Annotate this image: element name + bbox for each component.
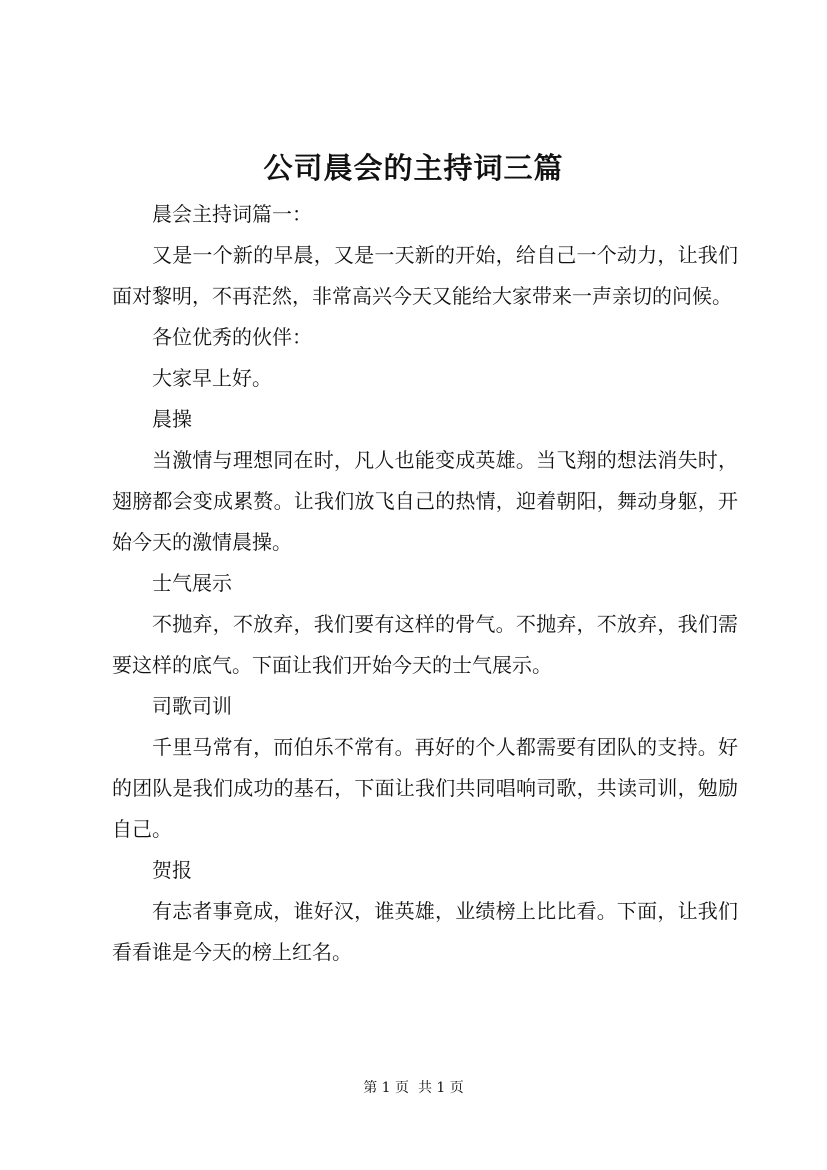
paragraph-greeting: 大家早上好。 — [152, 366, 272, 390]
paragraph-opening: 又是一个新的早晨，又是一天新的开始，给自己一个动力，让我们面对黎明，不再茫然，非常高兴今天又能给大家带来一声亲切的问候。 — [112, 243, 738, 308]
footer-page-label: 第 — [363, 1080, 378, 1096]
paragraph-morale-display: 不抛弃，不放弃，我们要有这样的骨气。不抛弃，不放弃，我们需要这样的底气。下面让我们开始今天的士气展示。 — [112, 612, 738, 677]
heading-company-song: 司歌司训 — [152, 694, 232, 718]
heading-report: 贺报 — [152, 858, 192, 882]
footer-page-total: 1 — [436, 1080, 446, 1096]
page-footer — [0, 1077, 827, 1099]
footer-total-unit: 页 — [449, 1080, 464, 1096]
footer-page-current: 1 — [381, 1080, 391, 1096]
document-body — [112, 194, 738, 973]
paragraph-company-song: 千里马常有，而伯乐不常有。再好的个人都需要有团队的支持。好的团队是我们成功的基石，下面让我们共同唱响司歌，共读司训，勉励自己。 — [112, 735, 738, 841]
paragraph-report: 有志者事竟成，谁好汉，谁英雄，业绩榜上比比看。下面，让我们看看谁是今天的榜上红名。 — [112, 899, 738, 964]
document-title: 公司晨会的主持词三篇 — [263, 151, 564, 185]
heading-morale-display: 士气展示 — [152, 571, 232, 595]
heading-morning-exercise: 晨操 — [152, 407, 192, 431]
paragraph-morning-exercise: 当激情与理想同在时，凡人也能变成英雄。当飞翔的想法消失时，翅膀都会变成累赘。让我们放飞自己的热情，迎着朝阳，舞动身躯，开始今天的激情晨操。 — [112, 448, 738, 554]
footer-total-label: 共 — [417, 1080, 432, 1096]
paragraph-section-heading: 晨会主持词篇一： — [152, 202, 312, 226]
footer-page-unit: 页 — [395, 1080, 410, 1096]
paragraph-salutation: 各位优秀的伙伴： — [152, 325, 312, 349]
